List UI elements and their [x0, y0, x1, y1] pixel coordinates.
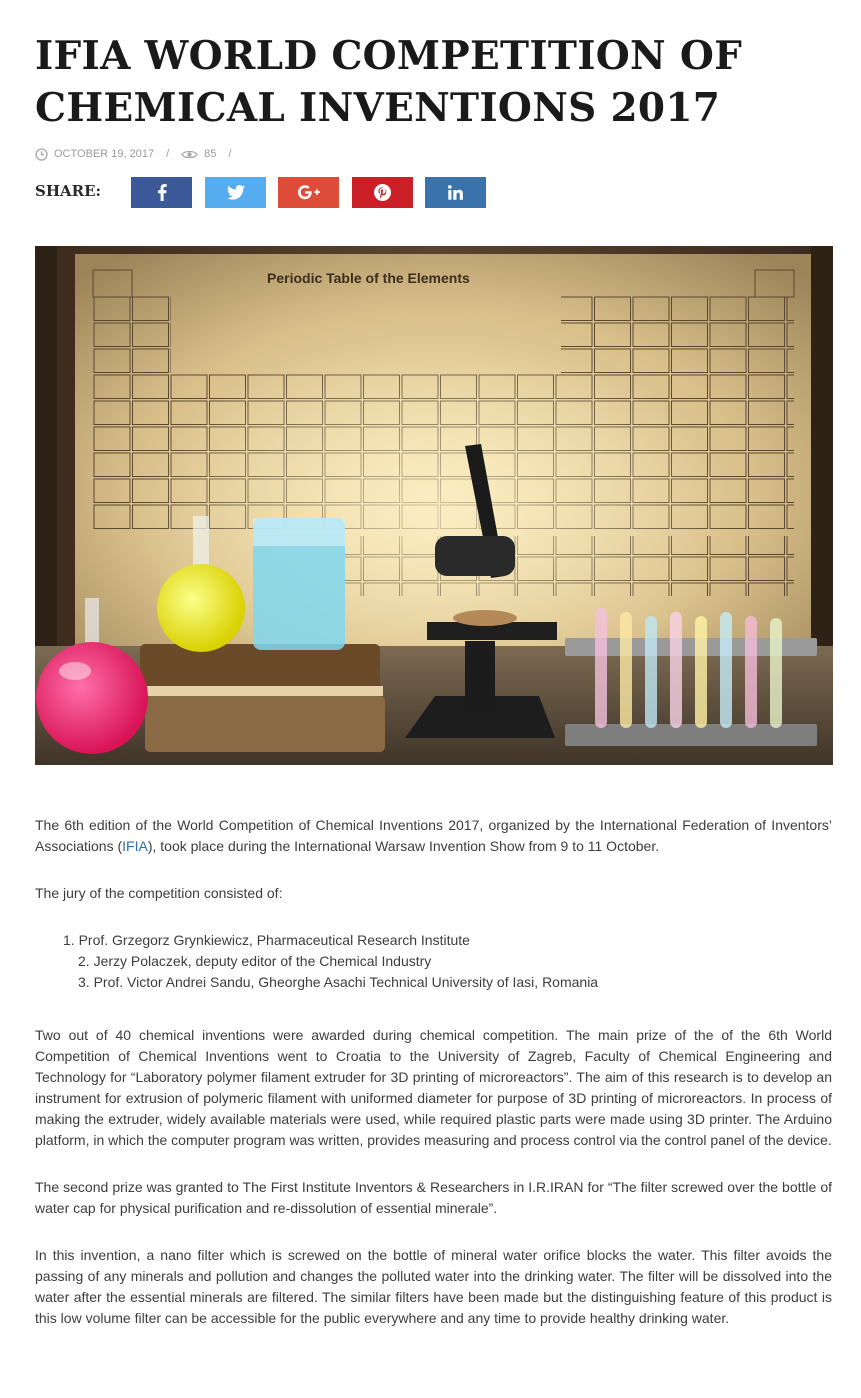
- intro-text-start: The 6th edition of the World Competition of Chemical Inventions 2017, organized by the International Federation of Inventors’ Associations (: [35, 817, 832, 854]
- meta-separator: /: [228, 148, 232, 160]
- filter-paragraph: In this invention, a nano filter which is screwed on the bottle of mineral water orifice blocks the water. This filter avoids the passing of any minerals and pollution and changes the polluted water into the drinking water. The filter will be dissolved into the water after the essential minerals are filtered. The similar filters have been made but the distinguishing feature of this product is this low volume filter can be accessible for the public everywhere and any time to provide healthy drinking water.: [35, 1247, 832, 1326]
- ifia-link[interactable]: IFIA: [122, 838, 148, 854]
- list-item: 1. Prof. Grzegorz Grynkiewicz, Pharmaceutical Research Institute: [63, 932, 470, 948]
- share-twitter-button[interactable]: [205, 177, 266, 208]
- jury-list: [35, 930, 832, 993]
- share-linkedin-button[interactable]: [425, 177, 486, 208]
- second-prize-paragraph: The second prize was granted to The First Institute Inventors & Researchers in I.R.IRAN for “The filter screwed over the bottle of water cap for physical purification and re-dissolution of essential minerale”.: [35, 1179, 832, 1216]
- twitter-icon: [227, 185, 245, 200]
- share-facebook-button[interactable]: [131, 177, 192, 208]
- article-meta: [35, 146, 237, 162]
- hero-image: [35, 246, 833, 765]
- share-pinterest-button[interactable]: [352, 177, 413, 208]
- jury-intro: The jury of the competition consisted of:: [35, 885, 283, 901]
- share-google-plus-button[interactable]: [278, 177, 339, 208]
- eye-icon: [181, 149, 198, 160]
- list-item: 2. Jerzy Polaczek, deputy editor of the Chemical Industry: [78, 953, 432, 969]
- pinterest-icon: [374, 184, 391, 201]
- google-plus-icon: [298, 185, 320, 200]
- article-body: [35, 815, 832, 1329]
- intro-paragraph: [35, 815, 832, 857]
- share-label: SHARE:: [35, 182, 102, 200]
- clock-icon: [35, 148, 48, 161]
- winners-paragraph: Two out of 40 chemical inventions were awarded during chemical competition. The main prize of the of the 6th World Competition of Chemical Inventions went to Croatia to the University of Zagreb, Faculty of Chemical Engineering and Technology for “Laboratory polymer filament extruder for 3D printing of microreactors”. The aim of this research is to develop an instrument for extrusion of polymeric filament with uniformed diameter for purpose of 3D printing of microreactors. In process of making the extruder, widely available materials were used, while required plastic parts were made using 3D printer. The Arduino platform, in which the computer program was written, provides measuring and process control via the control panel of the device.: [35, 1027, 832, 1148]
- article-date: OCTOBER 19, 2017: [54, 148, 155, 160]
- intro-text-end: ), took place during the International Warsaw Invention Show from 9 to 11 October.: [147, 838, 660, 854]
- list-item: 3. Prof. Victor Andrei Sandu, Gheorghe Asachi Technical University of Iasi, Romania: [78, 974, 599, 990]
- periodic-table-title: Periodic Table of the Elements: [267, 270, 470, 286]
- article-views: 85: [204, 148, 217, 160]
- article-title: IFIA WORLD COMPETITION OF CHEMICAL INVENTIONS 2017: [35, 33, 743, 131]
- linkedin-icon: [448, 185, 463, 200]
- facebook-icon: [157, 184, 167, 201]
- meta-separator: /: [166, 148, 170, 160]
